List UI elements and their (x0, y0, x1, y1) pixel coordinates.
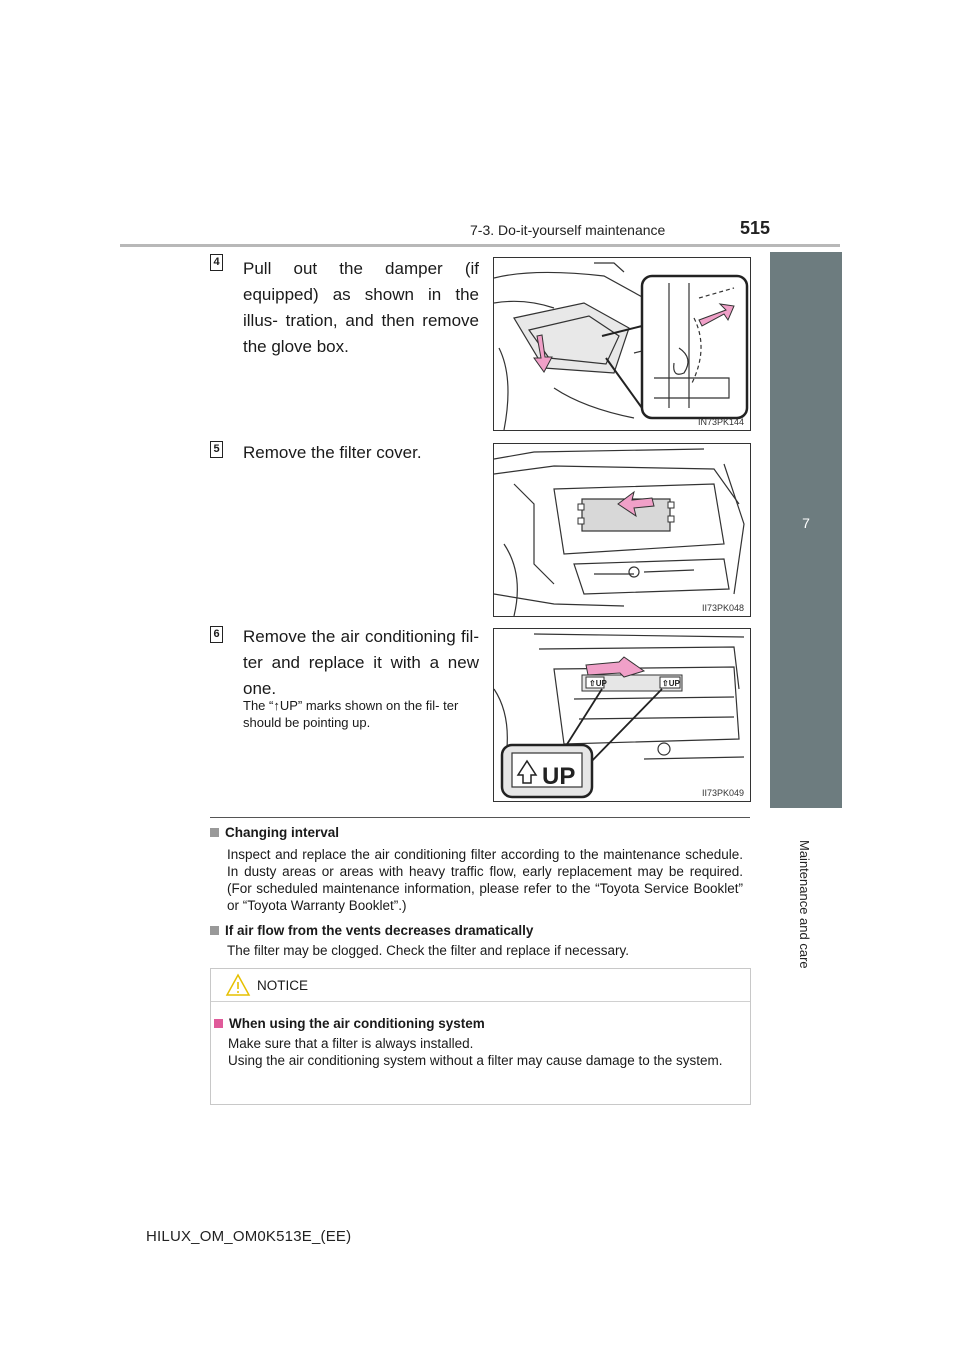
section-title: 7-3. Do-it-yourself maintenance (470, 222, 666, 238)
step-6-text: Remove the air conditioning fil- ter and replace it with a new one. (243, 627, 479, 698)
step-number-4: 4 (210, 254, 223, 271)
notice-header (211, 969, 750, 1002)
warning-triangle-icon (225, 973, 251, 997)
notice-heading: When using the air conditioning system (214, 1015, 485, 1033)
notice-box (210, 968, 751, 1105)
note-heading-changing-interval: Changing interval (210, 824, 339, 842)
chapter-number: 7 (802, 515, 810, 531)
notice-title: NOTICE (257, 978, 309, 993)
figure-code: IN73PK144 (697, 417, 744, 427)
page-number: 515 (740, 218, 771, 238)
glove-box-illustration (494, 258, 750, 430)
section-divider (210, 817, 750, 818)
figure-filter-replacement (493, 628, 751, 802)
figure-code: II73PK048 (701, 603, 744, 613)
svg-text:⇧UP: ⇧UP (662, 679, 680, 688)
document-code: HILUX_OM_OM0K513E_(EE) (146, 1228, 352, 1245)
figure-code: II73PK049 (701, 788, 744, 798)
note-body-changing-interval: Inspect and replace the air conditioning filter according to the maintenance schedule. In dusty areas or areas with heavy traffic flow, early replacement may be required. (For scheduled maintenance information, please refer to the “Toyota Service Booklet” or “Toyota Warranty Booklet”.) (227, 847, 743, 913)
step-5-text: Remove the filter cover. (243, 443, 422, 462)
note-body-air-flow: The filter may be clogged. Check the filter and replace if necessary. (227, 943, 629, 958)
bullet-square-icon (214, 1019, 223, 1028)
notice-line-1: Make sure that a filter is always installed. (228, 1036, 474, 1051)
step-number-6: 6 (210, 626, 223, 643)
filter-replacement-illustration (494, 629, 750, 801)
note-heading-air-flow: If air flow from the vents decreases dramatically (210, 922, 533, 940)
figure-filter-cover (493, 443, 751, 617)
chapter-title-tab (760, 840, 820, 980)
up-label: UP (542, 763, 576, 790)
filter-cover-illustration (494, 444, 750, 616)
svg-text:⇧UP: ⇧UP (589, 679, 607, 688)
step-number-5: 5 (210, 441, 223, 458)
step-6-note: The “↑UP” marks shown on the fil- ter should be pointing up. (243, 698, 459, 730)
bullet-square-icon (210, 926, 219, 935)
header-divider (120, 244, 840, 247)
figure-glove-box-removal (493, 257, 751, 431)
notice-line-2: Using the air conditioning system without a filter may cause damage to the system. (228, 1053, 723, 1068)
bullet-square-icon (210, 828, 219, 837)
chapter-title: Maintenance and care (797, 840, 812, 969)
step-4-text: Pull out the damper (if equipped) as shown in the illus- tration, and then remove the glove box. (243, 259, 479, 356)
